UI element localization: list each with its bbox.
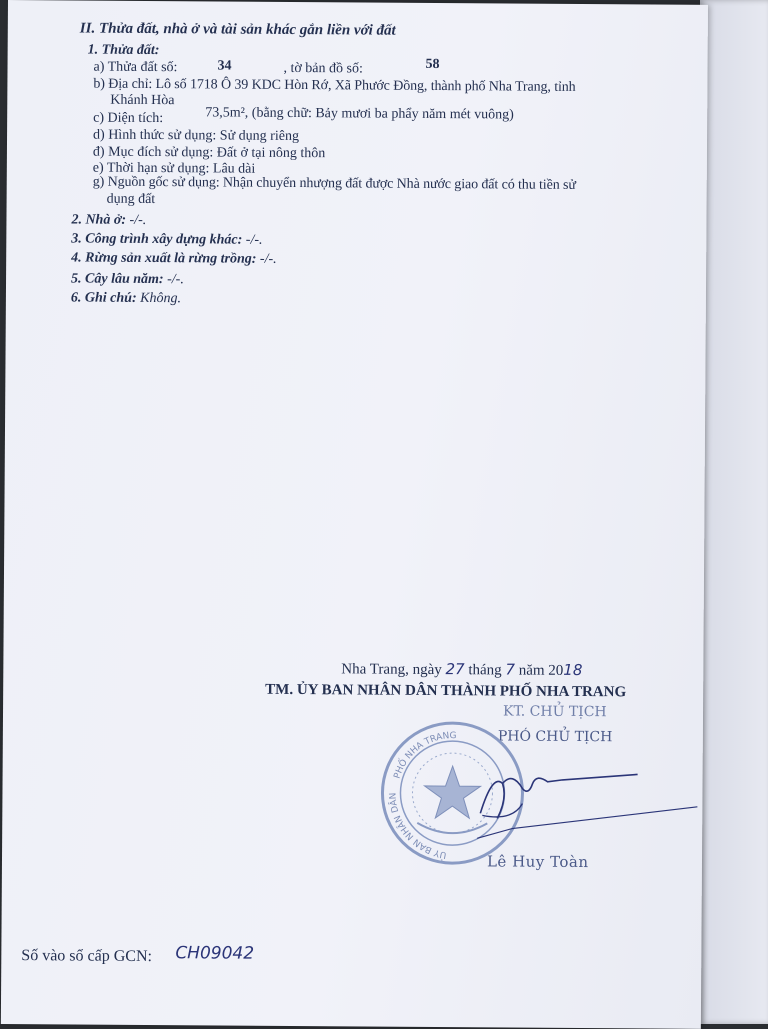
area-label: c) Diện tích: [93, 110, 164, 127]
map-sheet-value: 58 [425, 56, 440, 73]
perennial-trees-value: -/-. [163, 272, 184, 288]
other-construction-label: 3. Công trình xây dựng khác: [71, 231, 243, 248]
plantation-forest-item [71, 250, 277, 267]
house-item [71, 212, 146, 229]
year-label: năm 20 [518, 662, 564, 679]
date-day: 27 [445, 660, 465, 679]
svg-text:PHỐ NHA TRANG [393, 731, 457, 781]
usage-origin-line-2: dụng đất [106, 191, 156, 208]
handwritten-signature-icon [472, 743, 703, 865]
issuing-authority: TM. ỦY BAN NHÂN DÂN THÀNH PHỐ NHA TRANG [265, 681, 627, 701]
month-label: tháng [468, 662, 502, 679]
parcel-number-label: a) Thửa đất số: [93, 59, 178, 76]
signer-kt-label: KT. CHỦ TỊCH [502, 703, 607, 721]
address-line-2: Khánh Hòa [110, 92, 175, 109]
signer-name: Lê Huy Toàn [486, 852, 589, 872]
perennial-trees-item [71, 271, 184, 288]
document-page [1, 0, 708, 1029]
next-page-edge [700, 0, 768, 1024]
date-year-suffix: 18 [563, 660, 583, 680]
perennial-trees-label: 5. Cây lâu năm: [71, 271, 164, 288]
section-title: II. Thửa đất, nhà ở và tài sản khác gắn liền với đất [79, 20, 396, 39]
note-label: 6. Ghi chú: [70, 290, 137, 306]
note-item [71, 290, 181, 307]
other-construction-item [71, 231, 262, 248]
plantation-forest-label: 4. Rừng sản xuất là rừng trồng: [71, 250, 257, 267]
other-construction-value: -/-. [242, 232, 263, 248]
gcn-register-number: CH09042 [175, 943, 255, 964]
usage-term: e) Thời hạn sử dụng: Lâu dài [92, 160, 256, 177]
usage-purpose: đ) Mục đích sử dụng: Đất ở tại nông thôn [92, 144, 326, 162]
plantation-forest-value: -/-. [256, 251, 277, 267]
signer-title: PHÓ CHỦ TỊCH [497, 728, 613, 746]
svg-text:ỦY BAN NHÂN DÂN [386, 792, 448, 861]
seal-left-text: ỦY BAN NHÂN DÂN [388, 792, 448, 860]
map-sheet-label: , tờ bản đồ số: [283, 60, 363, 77]
area-value: 73,5m², (bằng chữ: Bảy mươi ba phẩy năm mét vuông) [205, 105, 514, 123]
usage-origin-line-1: g) Nguồn gốc sử dụng: Nhận chuyển nhượng đất được Nhà nước giao đất có thu tiền sử [92, 174, 576, 193]
gcn-register-label: Số vào sổ cấp GCN: [21, 947, 153, 966]
place-label: Nha Trang, ngày [341, 661, 442, 679]
house-item-value: -/-. [125, 212, 147, 228]
parcel-number-value: 34 [217, 58, 232, 74]
land-heading: 1. Thửa đất: [87, 42, 160, 59]
seal-top-text: PHỐ NHA TRANG [392, 731, 457, 781]
usage-form: d) Hình thức sử dụng: Sử dụng riêng [93, 127, 300, 145]
house-item-label: 2. Nhà ở: [71, 212, 127, 228]
date-month: 7 [505, 660, 516, 679]
place-date-line [341, 660, 582, 679]
note-value: Không. [136, 290, 182, 307]
address-line-1: b) Địa chỉ: Lô số 1718 Ô 39 KDC Hòn Rớ, Xã Phước Đồng, thành phố Nha Trang, tỉnh [93, 76, 576, 95]
